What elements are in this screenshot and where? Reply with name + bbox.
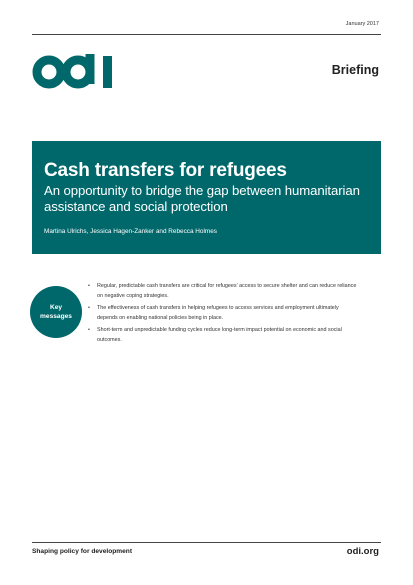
footer-tagline: Shaping policy for development (32, 548, 133, 555)
top-rule (32, 34, 381, 35)
key-messages-list (88, 282, 358, 348)
bullet-icon: • (88, 327, 90, 333)
date-label: January 2017 (345, 21, 379, 27)
key-message-text: Short-term and unpredictable funding cycles reduce long-term impact potential on economic and social outcomes. (97, 327, 342, 343)
document-title: Cash transfers for refugees (44, 160, 287, 181)
list-item (88, 304, 358, 323)
key-messages-badge (30, 286, 82, 338)
key-messages-label-line2: messages (40, 313, 72, 320)
document-type: Briefing (331, 63, 379, 77)
document-subtitle: An opportunity to bridge the gap between humanitarian assistance and social protection (44, 183, 360, 214)
key-message-text: The effectiveness of cash transfers in helping refugees to access services and employment ultimately depends on enabling national policies being in place. (97, 305, 339, 321)
title-banner (32, 141, 381, 254)
list-item (88, 326, 358, 345)
key-messages-label-line1: Key (49, 304, 63, 311)
key-message-text: Regular, predictable cash transfers are critical for refugees' access to secure shelter and can reduce reliance on negative coping strategies. (97, 283, 357, 299)
footer-site-link[interactable]: odi.org (346, 546, 379, 557)
authors: Martina Ulrichs, Jessica Hagen-Zanker and Rebecca Holmes (44, 228, 217, 235)
list-item (88, 282, 358, 301)
bullet-icon: • (88, 305, 90, 311)
bullet-icon: • (88, 283, 90, 289)
bottom-rule (32, 542, 381, 543)
odi-logo-icon (32, 54, 116, 90)
